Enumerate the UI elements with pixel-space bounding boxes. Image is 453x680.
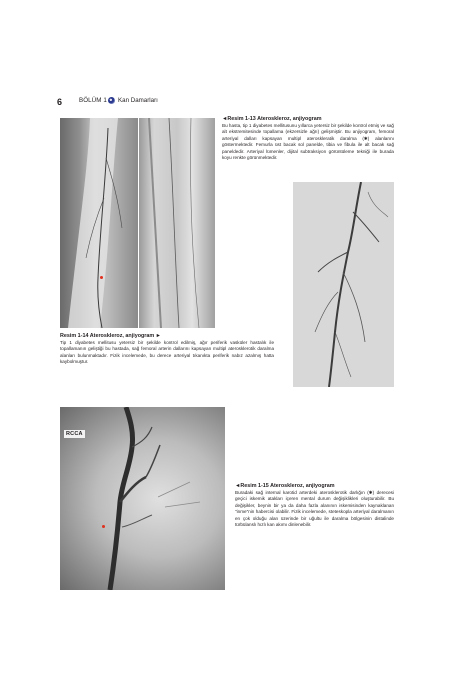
stenosis-marker [102, 525, 105, 528]
page-number: 6 [57, 97, 63, 107]
image-label: RCCA [66, 431, 83, 437]
chapter-title: Kan Damarları [118, 97, 158, 104]
figure-1-13-title: ◄Resim 1-13 Ateroskleroz, anjiyogram [222, 116, 322, 122]
figure-1-15-caption: Buradaki sağ internal karotid arterdeki aterosklerotik darlığın (✱) derecesi geçici iskemik atakları içeren mental durum değişiklikleri oluşturabilir. Bu değişikler, beynin bir ya da daha fazla alanının iskemisinden kaynaklanan "inme"nin habercisi olabilir. Fizik incelemede, steteskopla arteriyal daralmanın en çok olduğu alan üzerinde bir uğultu ile daralma bölgesinin distalinde türbülanslı hızlı kan akımı dinlenebilir. [235, 490, 394, 528]
tibia-vessel-drawing [139, 118, 215, 328]
angiogram-carotid-image [60, 407, 225, 590]
angiogram-lower-leg-image [139, 118, 215, 328]
femoral-branches-drawing [293, 182, 394, 387]
figure-1-13-caption: Bu hasta, tip 1 diyabetes mellitusunu yıllarca yetersiz bir şekilde kontrol etmiş ve sağ alt ekstremitesinde topallama (ekzersizle ağrı) gelişmiştir. Bu anjiyogram, femoral arteriyal dalları kapsayan multipl ateroskleratik daralma (✱) alanlarını göstermektedir. Femurla üst bacak sol panelde, tibia ve fibula ile alt bacak sağ paneldedir. Arteriyal lümenler, dijital subtraksiyon görüntüleme tekniği ile burada koyu renkte görünmektedir. [222, 123, 394, 161]
chapter-label: BÖLÜM 1 [79, 97, 107, 104]
carotid-vessel-drawing [60, 407, 225, 590]
chapter-bullet-icon [108, 97, 115, 104]
figure-1-15-title: ◄Resim 1-15 Ateroskleroz, anjiyogram [235, 483, 335, 489]
figure-1-14-title: Resim 1-14 Ateroskleroz, anjiyogram ► [60, 333, 162, 339]
angiogram-upper-leg-image [60, 118, 138, 328]
angiogram-femoral-branches-image [293, 182, 394, 387]
femur-vessel-drawing [60, 118, 138, 328]
figure-1-14-caption: Tip 1 diyabetes mellitusu yetersiz bir şekilde kontrol edilmiş, ağır periferik vasküler hastalık ile topallamanın geliştiği bu hastada, sağ femoral arterin dallarını kapsayan multipl aterosklerotik daralma alanları bulunmaktadır. Fizik incelemede, bu derece arteriyal tıkanıkta periferik nabız azalmış hatta kaybolmuştur. [60, 340, 274, 365]
stenosis-marker [100, 276, 103, 279]
